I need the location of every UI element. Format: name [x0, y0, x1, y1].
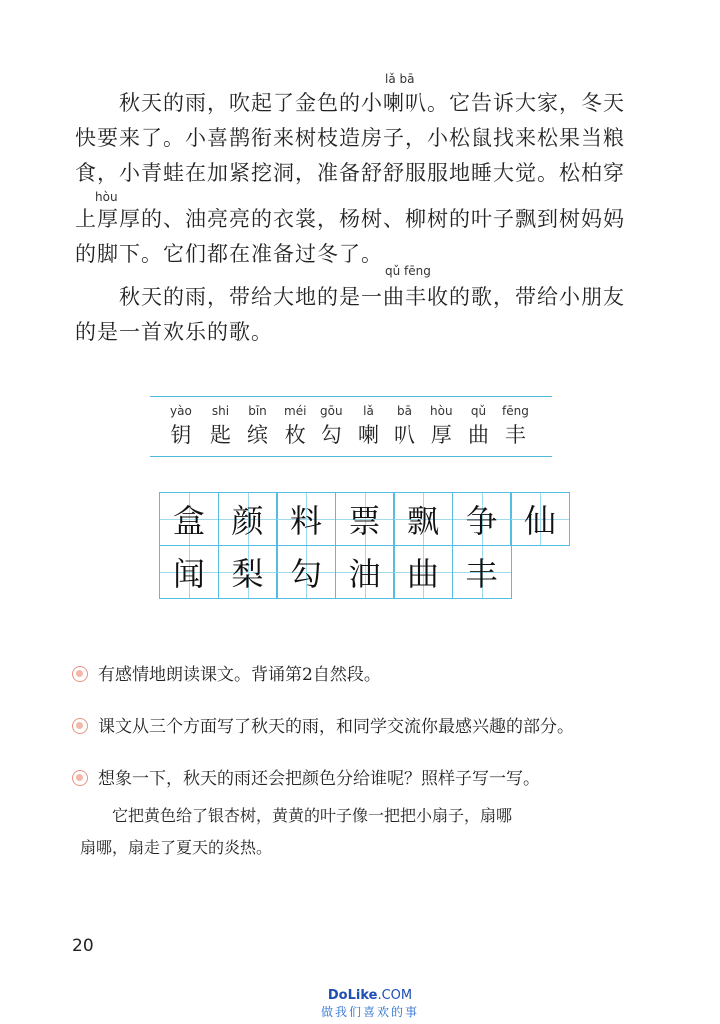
pinyin-annotation-laba: lǎ bā: [385, 72, 415, 86]
exercise-bullet-icon: [72, 770, 88, 786]
exercise-2-text: 课文从三个方面写了秋天的雨，和同学交流你最感兴趣的部分。: [98, 717, 574, 737]
vocabulary-strip: [150, 396, 552, 458]
vocab-item: fēng 丰: [502, 404, 529, 447]
vocab-item: shi 匙: [210, 404, 231, 447]
grid-cell: 丰: [452, 545, 512, 599]
exercise-bullet-icon: [72, 666, 88, 682]
exercise-1-text: 有感情地朗读课文。背诵第2自然段。: [98, 665, 381, 685]
exercise-3: [72, 764, 540, 789]
grid-cell: 勾: [276, 545, 336, 599]
vocab-item: bīn 缤: [247, 404, 268, 447]
grid-cell: 仙: [510, 492, 570, 546]
exercise-bullet-icon: [72, 718, 88, 734]
watermark: [300, 988, 440, 1020]
grid-cell: 飘: [393, 492, 453, 546]
vocab-item: yào 钥: [170, 404, 192, 447]
vocab-top-rule: [150, 396, 552, 397]
grid-cell: 颜: [218, 492, 278, 546]
grid-cell: 料: [276, 492, 336, 546]
exercise-1: [72, 660, 381, 685]
grid-cell: 闻: [159, 545, 219, 599]
grid-cell: 梨: [218, 545, 278, 599]
page-number: 20: [72, 936, 94, 956]
watermark-slogan: 做我们喜欢的事: [320, 1005, 419, 1019]
vocab-item: gōu 勾: [320, 404, 343, 447]
grid-cell: 油: [335, 545, 395, 599]
exercise-2: [72, 712, 574, 737]
grid-cell: 盒: [159, 492, 219, 546]
vocab-bottom-rule: [150, 456, 552, 457]
vocab-item: bā 叭: [394, 404, 415, 447]
grid-cell: 票: [335, 492, 395, 546]
paragraph-1-line-1: 秋天的雨，吹起了金色的小喇叭。它告诉大家，冬天: [75, 91, 625, 115]
exercise-3-text: 想象一下，秋天的雨还会把颜色分给谁呢？照样子写一写。: [98, 769, 540, 789]
grid-cell: 曲: [393, 545, 453, 599]
paragraph-2-line-1: 秋天的雨，带给大地的是一曲丰收的歌，带给小朋友: [75, 285, 625, 309]
vocab-item: hòu 厚: [430, 404, 453, 447]
pinyin-annotation-qufeng: qǔ fēng: [385, 264, 431, 278]
vocab-item: méi 枚: [284, 404, 307, 447]
paragraph-1-line-4: 上厚厚的、油亮亮的衣裳，杨树、柳树的叶子飘到树妈妈: [75, 207, 625, 231]
watermark-brand: DoLike.COM: [327, 988, 413, 1003]
vocab-item: lǎ 喇: [358, 404, 379, 447]
example-line-1: 它把黄色给了银杏树，黄黄的叶子像一把把小扇子，扇哪: [80, 806, 513, 825]
grid-cell: 争: [452, 492, 512, 546]
paragraph-2-line-2: 的是一首欢乐的歌。: [75, 320, 273, 344]
pinyin-annotation-hou: hòu: [95, 190, 118, 204]
paragraph-1-line-5: 的脚下。它们都在准备过冬了。: [75, 242, 383, 266]
paragraph-1-line-3: 食，小青蛙在加紧挖洞，准备舒舒服服地睡大觉。松柏穿: [75, 161, 625, 185]
example-line-2: 扇哪，扇走了夏天的炎热。: [80, 838, 273, 857]
example-text: [80, 800, 640, 864]
paragraph-1-line-2: 快要来了。小喜鹊衔来树枝造房子，小松鼠找来松果当粮: [75, 126, 625, 150]
vocab-item: qǔ 曲: [468, 404, 489, 447]
